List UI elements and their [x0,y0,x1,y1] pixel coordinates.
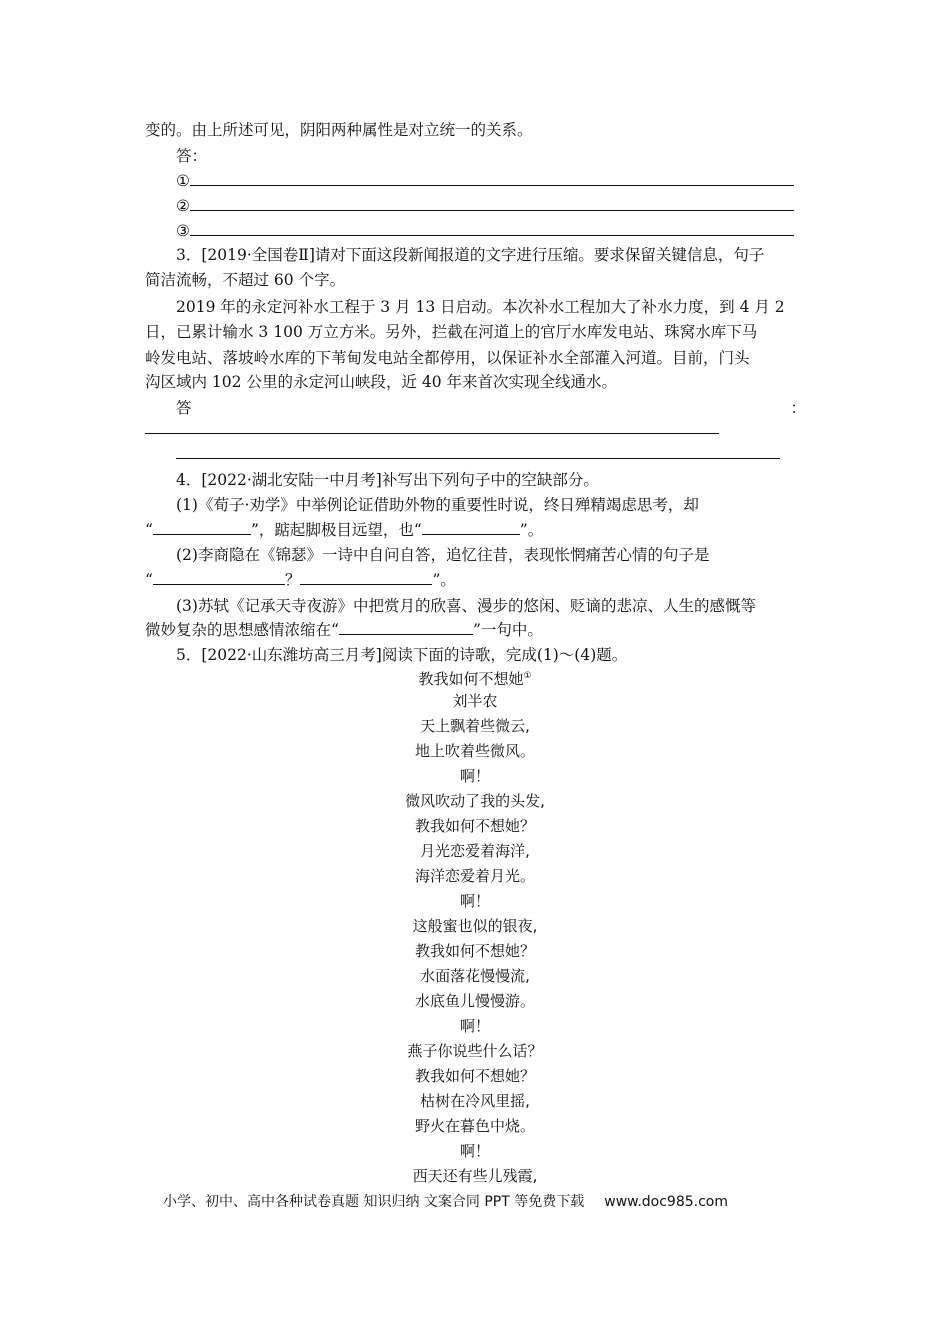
poem-author: 刘半农 [452,692,498,710]
answer-blank-3 [190,221,794,236]
poem-line: 水底鱼儿慢慢游。 [414,992,535,1010]
poem-line: 这般蜜也似的银夜, [412,917,538,935]
poem-line: 天上飘着些微云, [420,717,530,735]
poem-line: 枯树在冷风里摇, [420,1092,530,1110]
answer-line-2 [176,196,806,216]
q3-answer-rule-1 [145,433,719,434]
poem-line: 野火在暮色中烧。 [414,1117,535,1135]
answer-blank-2 [190,196,794,211]
q3-answer-right: ： [790,399,806,417]
q3-passage-2: 日，已累计输水 3 100 万立方米。另外，拦截在河道上的官厅水库发电站、珠窝水库下马 [145,323,758,341]
q5-head: 5．[2022·山东潍坊高三月考]阅读下面的诗歌，完成(1)～(4)题。 [176,646,628,664]
poem-line: 啊！ [459,767,490,785]
footer [163,1192,728,1212]
poem-line: 教我如何不想她？ [414,817,535,835]
answer-line-3 [176,221,806,241]
q3-answer-left: 答 [176,399,192,417]
q4-p2-line-2: “ ？ ”。 [145,571,456,589]
answer-mark-2: ② [176,197,190,215]
poem-line: 教我如何不想她？ [414,1067,535,1085]
poem-line: 月光恋爱着海洋, [420,842,530,860]
poem-title: 教我如何不想她① [418,670,532,688]
q4-p2-line-1: (2)李商隐在《锦瑟》一诗中自问自答，追忆往昔，表现怅惘痛苦心情的句子是 [176,546,710,564]
poem-line: 啊！ [459,1017,490,1035]
q4-p1-line-2: “ ”，踮起脚极目远望，也“ ”。 [145,521,544,539]
q4-blank-5 [339,620,473,635]
poem-line: 啊！ [459,892,490,910]
q3-passage-4: 沟区域内 102 公里的永定河山峡段，近 40 年来首次实现全线通水。 [145,373,618,391]
q3-answer-rule-2 [176,458,780,459]
poem-line: 地上吹着些微风。 [414,742,535,760]
q4-blank-3 [153,570,285,585]
q4-blank-1 [153,520,251,535]
answer-mark-1: ① [176,172,190,190]
answer-blank-1 [190,171,794,186]
poem-line: 海洋恋爱着月光。 [414,867,535,885]
q3-answer-label [176,398,806,418]
poem-title-note: ① [523,671,532,681]
q3-line-1: 3．[2019·全国卷Ⅱ]请对下面这段新闻报道的文字进行压缩。要求保留关键信息，句子 [176,246,765,264]
q3-passage-1: 2019 年的永定河补水工程于 3 月 13 日启动。本次补水工程加大了补水力度，到 4 月 2 [176,298,785,316]
q3-passage-3: 岭发电站、落坡岭水库的下苇甸发电站全都停用，以保证补水全部灌入河道。目前，门头 [145,349,750,367]
poem-line: 燕子你说些什么话？ [407,1042,543,1060]
poem-line: 西天还有些儿残霞, [412,1167,538,1185]
answer-line-1 [176,171,806,191]
q4-head: 4．[2022·湖北安陆一中月考]补写出下列句子中的空缺部分。 [176,471,599,489]
q4-blank-4 [300,570,432,585]
poem [300,664,650,1189]
poem-line: 水面落花慢慢流, [420,967,530,985]
footer-url[interactable]: www.doc985.com [604,1194,728,1210]
q4-blank-2 [422,520,520,535]
poem-line: 啊！ [459,1142,490,1160]
q4-p3-line-1: (3)苏轼《记承天寺夜游》中把赏月的欣喜、漫步的悠闲、贬谪的悲凉、人生的感慨等 [176,597,756,615]
q4-p3-line-2: 微妙复杂的思想感情浓缩在“ ”一句中。 [145,621,543,639]
poem-line: 教我如何不想她？ [414,942,535,960]
answer-mark-3: ③ [176,222,190,240]
intro-line: 变的。由上所述可见，阴阳两种属性是对立统一的关系。 [145,121,533,139]
answer-label: 答： [176,147,208,165]
q3-line-2: 简洁流畅，不超过 60 个字。 [145,271,346,289]
poem-line: 微风吹动了我的头发, [405,792,545,810]
footer-text: 小学、初中、高中各种试卷真题 知识归纳 文案合同 PPT 等免费下载 [163,1194,585,1210]
q4-p1-line-1: (1)《荀子·劝学》中举例论证借助外物的重要性时说，终日殚精竭虑思考，却 [176,496,699,514]
